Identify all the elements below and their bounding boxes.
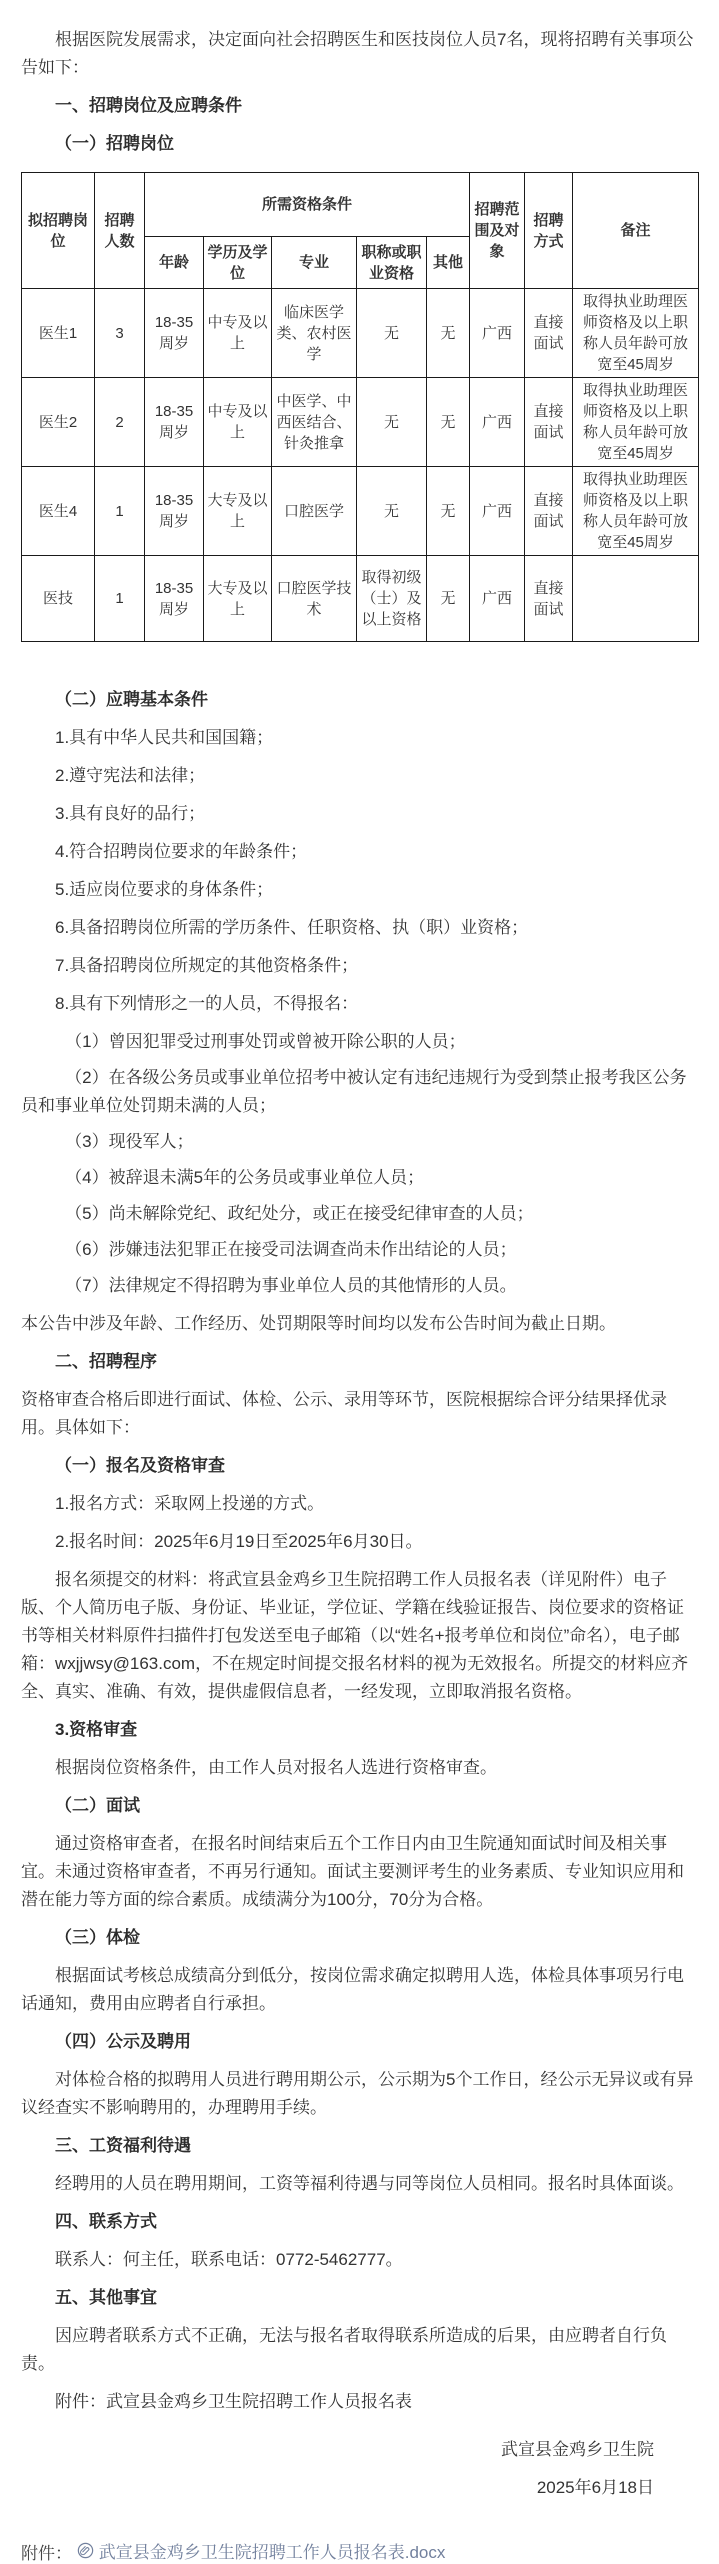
table-cell: 中医学、中西医结合、针灸推拿 [272, 378, 357, 467]
table-cell: 无 [427, 467, 470, 556]
table-cell: 医生1 [22, 289, 95, 378]
table-row-doctor2 [22, 378, 699, 467]
heading-section-4: 四、联系方式 [55, 2212, 157, 2231]
attachment-link[interactable] [77, 2538, 446, 2563]
table-cell: 18-35周岁 [145, 378, 204, 467]
paragraph-publicity: 对体检合格的拟聘用人员进行聘用期公示，公示期为5个工作日，经公示无异议或有异议经查实不影响聘用的，办理聘用手续。 [21, 2070, 694, 2117]
paragraph-physical-exam: 根据面试考核总成绩高分到低分，按岗位需求确定拟聘用人选，体检具体事项另行电话通知，费用由应聘者自行承担。 [21, 1966, 684, 2013]
paragraph-interview: 通过资格审查者，在报名时间结束后五个工作日内由卫生院通知面试时间及相关事宜。未通过资格审查者，不再另行通知。面试主要测评考生的业务素质、专业知识应用和潜在能力等方面的综合素质。成绩满分为100分，70分为合格。 [21, 1834, 684, 1909]
table-cell: 中专及以上 [204, 289, 272, 378]
table-cell: 直接面试 [525, 289, 573, 378]
col-header-scope: 招聘范围及对象 [470, 173, 525, 289]
table-cell: 广西 [470, 467, 525, 556]
col-header-remark: 备注 [573, 173, 699, 289]
table-cell: 口腔医学技术 [272, 556, 357, 642]
heading-section-5: 五、其他事宜 [55, 2288, 157, 2307]
list-item: 4.符合招聘岗位要求的年龄条件； [55, 842, 308, 861]
table-cell: 口腔医学 [272, 467, 357, 556]
list-item: （5）尚未解除党纪、政纪处分，或正在接受纪律审查的人员； [65, 1204, 534, 1223]
positions-table [21, 172, 699, 642]
col-header-title: 职称或职业资格 [357, 237, 427, 289]
table-cell: 中专及以上 [204, 378, 272, 467]
table-cell: 18-35周岁 [145, 467, 204, 556]
attachment-filename: 武宣县金鸡乡卫生院招聘工作人员报名表.docx [98, 2543, 446, 2562]
signature-block [21, 2436, 698, 2502]
list-item: 6.具备招聘岗位所需的学历条件、任职资格、执（职）业资格； [55, 918, 529, 937]
table-cell: 无 [427, 556, 470, 642]
table-cell: 大专及以上 [204, 467, 272, 556]
attachment-label: 附件： [21, 2544, 72, 2563]
list-item: （7）法律规定不得招聘为事业单位人员的其他情形的人员。 [65, 1276, 517, 1295]
list-item: 2.遵守宪法和法律； [55, 766, 206, 785]
table-cell: 直接面试 [525, 378, 573, 467]
col-header-other: 其他 [427, 237, 470, 289]
paragraph-salary: 经聘用的人员在聘用期间，工资等福利待遇与同等岗位人员相同。报名时具体面谈。 [55, 2174, 684, 2193]
col-header-method: 招聘方式 [525, 173, 573, 289]
heading-publicity-hiring: （四）公示及聘用 [55, 2032, 191, 2051]
table-cell: 取得执业助理医师资格及以上职称人员年龄可放宽至45周岁 [573, 289, 699, 378]
list-item: 3.具有良好的品行； [55, 804, 206, 823]
list-item: （4）被辞退未满5年的公务员或事业单位人员； [65, 1168, 425, 1187]
col-header-position: 拟招聘岗位 [22, 173, 95, 289]
paragraph-apply-time: 2.报名时间：2025年6月19日至2025年6月30日。 [55, 1532, 423, 1551]
paragraph-materials: 报名须提交的材料：将武宣县金鸡乡卫生院招聘工作人员报名表（详见附件）电子版、个人简历电子版、身份证、毕业证，学位证、学籍在线验证报告、岗位要求的资格证书等相关材料原件扫描件打包发送至电子邮箱（以“姓名+报考单位和岗位”命名），电子邮箱：wxjjwsy@163.com，不在规定时间提交报名材料的视为无效报名。所提交的材料应齐全、真实、准确、有效，提供虚假信息者，一经发现，立即取消报名资格。 [21, 1570, 689, 1701]
table-cell: 无 [357, 289, 427, 378]
table-cell: 3 [95, 289, 145, 378]
table-cell: 大专及以上 [204, 556, 272, 642]
table-cell: 1 [95, 467, 145, 556]
list-item: （3）现役军人； [65, 1132, 194, 1151]
col-header-education: 学历及学位 [204, 237, 272, 289]
table-row-medtech [22, 556, 699, 642]
table-cell: 无 [427, 289, 470, 378]
table-cell: 医生4 [22, 467, 95, 556]
list-item: 5.适应岗位要求的身体条件； [55, 880, 274, 899]
heading-apply-review: （一）报名及资格审查 [55, 1456, 225, 1475]
heading-section-1: 一、招聘岗位及应聘条件 [55, 96, 242, 115]
heading-interview: （二）面试 [55, 1796, 140, 1815]
list-item: （1）曾因犯罪受过刑事处罚或曾被开除公职的人员； [65, 1032, 466, 1051]
table-cell: 1 [95, 556, 145, 642]
table-cell: 直接面试 [525, 556, 573, 642]
list-item: 1.具有中华人民共和国国籍； [55, 728, 274, 747]
table-cell: 医技 [22, 556, 95, 642]
col-header-qualifications: 所需资格条件 [145, 173, 470, 237]
table-cell: 临床医学类、农村医学 [272, 289, 357, 378]
list-item: （6）涉嫌违法犯罪正在接受司法调查尚未作出结论的人员； [65, 1240, 517, 1259]
paragraph-procedure-intro: 资格审查合格后即进行面试、体检、公示、录用等环节，医院根据综合评分结果择优录用。具体如下： [21, 1390, 667, 1437]
table-cell: 医生2 [22, 378, 95, 467]
paragraph-other: 因应聘者联系方式不正确，无法与报名者取得联系所造成的后果，由应聘者自行负责。 [21, 2326, 667, 2373]
list-item: 8.具有下列情形之一的人员，不得报名： [55, 994, 359, 1013]
heading-section-2: 二、招聘程序 [55, 1352, 157, 1371]
table-cell: 18-35周岁 [145, 556, 204, 642]
paperclip-icon [77, 2542, 94, 2559]
table-row-doctor1 [22, 289, 699, 378]
paragraph-intro: 根据医院发展需求，决定面向社会招聘医生和医技岗位人员7名，现将招聘有关事项公告如下： [21, 30, 694, 77]
heading-qualification-review: 3.资格审查 [55, 1720, 138, 1739]
list-item: （2）在各级公务员或事业单位招考中被认定有违纪违规行为受到禁止报考我区公务员和事业单位处罚期未满的人员； [21, 1068, 687, 1115]
attachment-bar [21, 2526, 698, 2564]
table-cell: 广西 [470, 378, 525, 467]
paragraph-apply-method: 1.报名方式：采取网上投递的方式。 [55, 1494, 325, 1513]
table-cell: 2 [95, 378, 145, 467]
paragraph-deadline-note: 本公告中涉及年龄、工作经历、处罚期限等时间均以发布公告时间为截止日期。 [21, 1314, 616, 1333]
heading-physical-exam: （三）体检 [55, 1928, 140, 1947]
table-row-doctor4 [22, 467, 699, 556]
paragraph-review: 根据岗位资格条件，由工作人员对报名人选进行资格审查。 [55, 1758, 497, 1777]
col-header-count: 招聘人数 [95, 173, 145, 289]
paragraph-annex: 附件：武宣县金鸡乡卫生院招聘工作人员报名表 [55, 2392, 412, 2411]
table-cell: 广西 [470, 289, 525, 378]
heading-recruit-positions: （一）招聘岗位 [55, 134, 174, 153]
signature-org: 武宣县金鸡乡卫生院 [501, 2440, 654, 2459]
col-header-age: 年龄 [145, 237, 204, 289]
table-cell: 无 [427, 378, 470, 467]
table-cell: 18-35周岁 [145, 289, 204, 378]
table-cell: 广西 [470, 556, 525, 642]
table-cell: 取得初级（士）及以上资格 [357, 556, 427, 642]
table-cell: 取得执业助理医师资格及以上职称人员年龄可放宽至45周岁 [573, 378, 699, 467]
table-cell [573, 556, 699, 642]
col-header-major: 专业 [272, 237, 357, 289]
list-item: 7.具备招聘岗位所规定的其他资格条件； [55, 956, 359, 975]
heading-section-3: 三、工资福利待遇 [55, 2136, 191, 2155]
paragraph-contact: 联系人：何主任，联系电话：0772-5462777。 [55, 2250, 403, 2269]
table-cell: 直接面试 [525, 467, 573, 556]
heading-basic-conditions: （二）应聘基本条件 [55, 690, 208, 709]
table-cell: 无 [357, 467, 427, 556]
signature-date: 2025年6月18日 [536, 2478, 654, 2497]
table-cell: 取得执业助理医师资格及以上职称人员年龄可放宽至45周岁 [573, 467, 699, 556]
table-cell: 无 [357, 378, 427, 467]
